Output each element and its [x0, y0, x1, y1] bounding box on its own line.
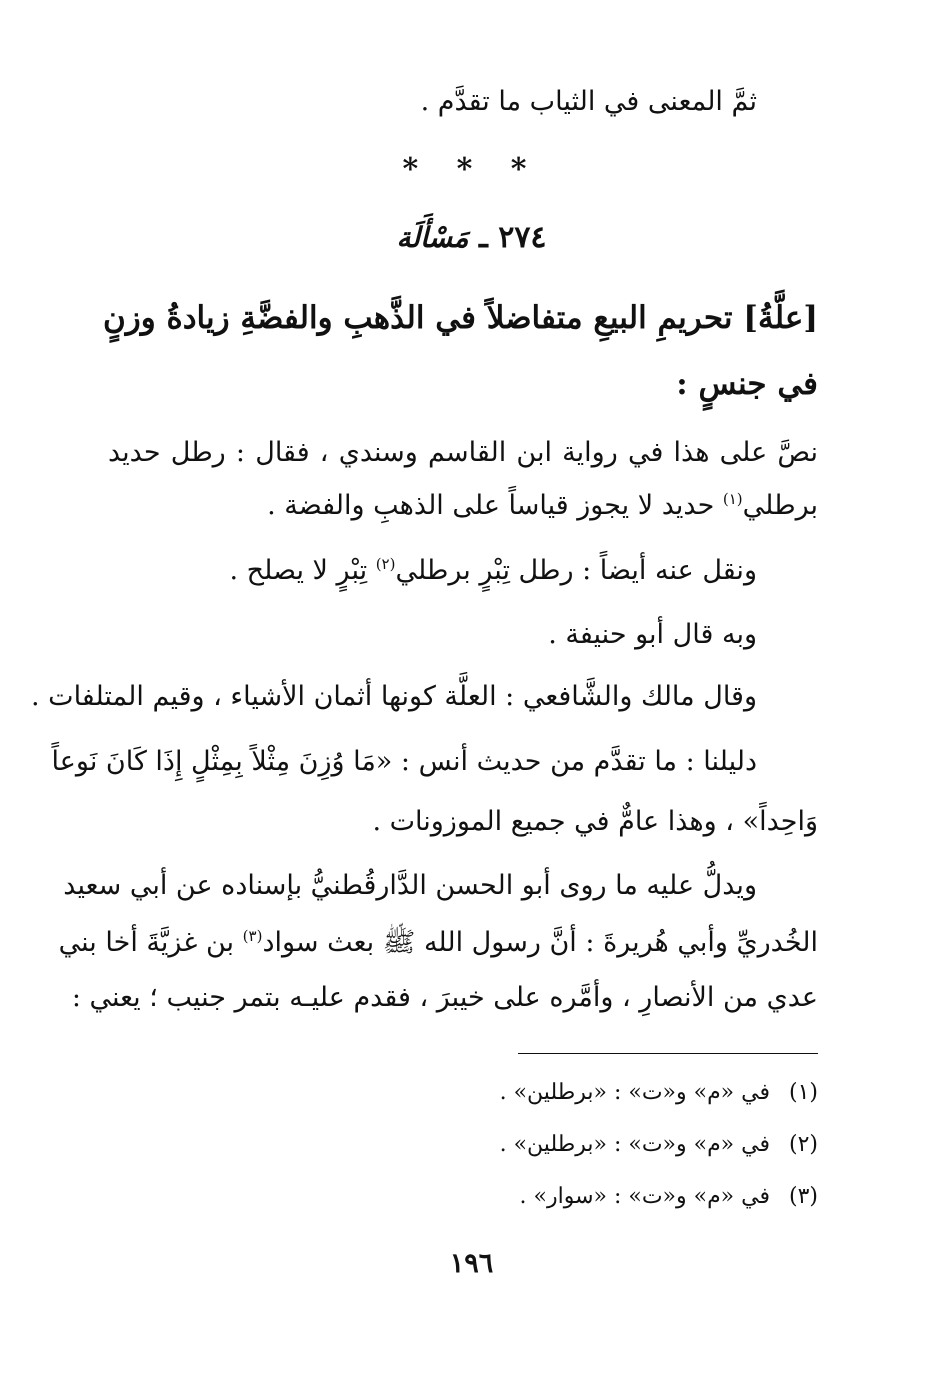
paragraph-5-line-2: وَاحِداً» ، وهذا عامٌّ في جميع الموزونات .: [372, 806, 818, 837]
paragraph-text: تِبْرٍ لا يصلح .: [229, 555, 376, 586]
masala-dash: ـ: [478, 220, 488, 255]
paragraph-5-line-1: دليلنا : ما تقدَّم من حديث أنس : «مَا وُزِنَ مِثْلاً بِمِثْلٍ إِذَا كَانَ نَوعاً: [51, 746, 757, 777]
masala-word: مَسْأَلَة: [396, 221, 469, 254]
footnote-number: (٣): [788, 1184, 818, 1209]
chapter-heading-line-2: في جنسٍ :: [676, 366, 818, 402]
paragraph-6-line-1: ويدلُّ عليه ما روى أبو الحسن الدَّارقُطنيُّ بإسناده عن أبي سعيد: [63, 870, 757, 901]
footnote-ref-1: (١): [722, 490, 743, 508]
paragraph-text: برطلي: [742, 490, 818, 521]
footnote-3: [520, 1180, 818, 1214]
footnote-1: [500, 1076, 818, 1110]
paragraph-2: [108, 551, 757, 591]
paragraph-3: وبه قال أبو حنيفة .: [548, 619, 757, 650]
paragraph-1-line-2: [108, 486, 818, 526]
footnote-text: في «م» و«ت» : «برطلين» .: [499, 1132, 770, 1157]
masala-number: ٢٧٤: [498, 220, 547, 255]
paragraph-6-line-3: عدي من الأنصارِ ، وأمَّره على خيبرَ ، فقدم عليـه بتمر جنيب ؛ يعني :: [71, 982, 818, 1013]
footnote-divider: [518, 1053, 818, 1054]
footnote-text: في «م» و«ت» : «برطلين» .: [499, 1080, 770, 1105]
paragraph-text: حديد لا يجوز قياساً على الذهبِ والفضة .: [267, 490, 723, 521]
page-number: ١٩٦: [449, 1248, 494, 1279]
paragraph-4: وقال مالك والشَّافعي : العلَّة كونها أثمان الأشياء ، وقيم المتلفات .: [31, 681, 757, 712]
section-separator: * * *: [402, 152, 541, 187]
opening-line: ثمَّ المعنى في الثياب ما تقدَّم .: [420, 86, 757, 117]
paragraph-text: ونقل عنه أيضاً : رطل تِبْرٍ برطلي: [395, 555, 757, 586]
footnote-number: (١): [788, 1080, 818, 1105]
paragraph-6-line-2: [58, 923, 818, 963]
footnote-ref-2: (٢): [375, 555, 396, 573]
paragraph-text: بن غزيَّةَ أخا بني: [58, 927, 243, 958]
footnote-ref-3: (٣): [242, 927, 263, 945]
footnote-number: (٢): [788, 1132, 818, 1157]
paragraph-1-line-1: نصَّ على هذا في رواية ابن القاسم وسندي ، فقال : رطل حديد: [108, 437, 818, 468]
chapter-heading-line-1: [علَّةُ] تحريمِ البيعِ متفاضلاً في الذَّهبِ والفضَّةِ زيادةُ وزنٍ: [102, 300, 818, 336]
footnote-text: في «م» و«ت» : «سوار» .: [519, 1184, 770, 1209]
footnote-2: [500, 1128, 818, 1162]
paragraph-text: الخُدريِّ وأبي هُريرةَ : أنَّ رسول الله ﷺ بعث سواد: [262, 927, 818, 958]
masala-title: [0, 220, 943, 255]
